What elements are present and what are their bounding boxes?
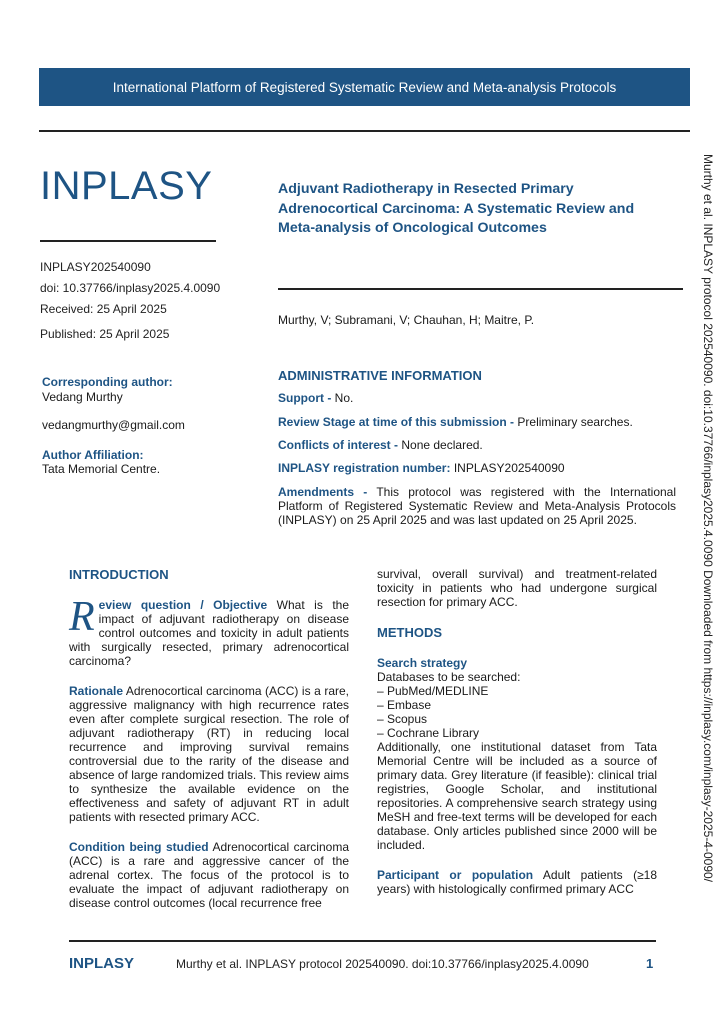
search-label: Search strategy: [377, 656, 468, 670]
participant-text: Adult patients (≥18 years) with histologically confirmed primary ACC: [377, 868, 658, 896]
amend-label: Amendments -: [278, 485, 368, 499]
article-title: Adjuvant Radiotherapy in Resected Primary Adrenocortical Carcinoma: A Systematic Review and Meta-analysis of Oncological Outcomes: [278, 181, 635, 236]
condition-continued: survival, overall survival) and treatment-related toxicity in patients who had undergone surgical resection for primary ACC.: [377, 567, 657, 609]
footer-citation: Murthy et al. INPLASY protocol 202540090. doi:10.37766/inplasy2025.4.0090: [176, 957, 589, 971]
doi: doi: 10.37766/inplasy2025.4.0090: [40, 281, 221, 295]
conflicts-row: [278, 438, 676, 452]
regnum-value: INPLASY202540090: [453, 461, 565, 475]
database-item: – Cochrane Library: [377, 726, 480, 740]
side-citation: Murthy et al. INPLASY protocol 202540090. doi:10.37766/inplasy2025.4.0090 Downloaded from https://inplasy.com/inplasy-2025-4-0090/: [701, 154, 715, 883]
intro-heading: INTRODUCTION: [69, 567, 169, 582]
corresponding-email: vedangmurthy@gmail.com: [42, 418, 185, 432]
page-number: 1: [646, 956, 654, 971]
rq-text: What is the impact of adjuvant radiotherapy on disease control outcomes and toxicity in adult patients with surgically resected, primary adrenocortical carcinoma?: [69, 598, 350, 668]
condition: [69, 840, 349, 910]
footer-logo: INPLASY: [69, 955, 135, 972]
participant-label: Participant or population: [377, 868, 534, 882]
title-divider: [278, 288, 683, 290]
methods-heading: METHODS: [377, 625, 442, 640]
support-row: [278, 391, 676, 405]
review-question: [69, 594, 350, 668]
database-item: – PubMed/MEDLINE: [377, 684, 489, 698]
search-text: Additionally, one institutional dataset from Tata Memorial Centre will be included as a source of primary data. Grey literature (if feasible): clinical trial registries, Google Scholar, and institutional repositories. A comprehensive search strategy using MeSH and free-text terms will be developed for each database. Only articles published since 2000 will be included.: [377, 740, 657, 852]
left-column: [69, 568, 349, 910]
drop-cap: R: [69, 594, 95, 640]
affiliation-label: Author Affiliation:: [42, 448, 144, 462]
conflicts-value: None declared.: [401, 438, 483, 452]
affiliation: Tata Memorial Centre.: [42, 462, 161, 476]
rationale: [69, 684, 349, 824]
rationale-label: Rationale: [69, 684, 124, 698]
amend-text: This protocol was registered with the International Platform of Registered Systematic Review and Meta-Analysis Protocols (INPLASY) on 25 April 2025 and was last updated on 25 April 2025.: [278, 485, 677, 527]
participants: [377, 868, 657, 896]
header-banner: International Platform of Registered Systematic Review and Meta-analysis Protocols: [39, 68, 690, 106]
received-date: Received: 25 April 2025: [40, 302, 167, 316]
stage-value: Preliminary searches.: [517, 415, 633, 429]
footer-divider: [69, 940, 656, 942]
published-date: Published: 25 April 2025: [40, 327, 170, 341]
rq-label: eview question / Objective: [98, 598, 268, 612]
db-intro: Databases to be searched:: [377, 670, 521, 684]
top-divider: [39, 130, 690, 132]
support-label: Support -: [278, 391, 332, 405]
corresponding-label: Corresponding author:: [42, 375, 173, 389]
journal-logo: INPLASY: [40, 164, 213, 208]
database-item: – Scopus: [377, 712, 428, 726]
database-item: – Embase: [377, 698, 432, 712]
condition-label: Condition being studied: [69, 840, 209, 854]
rationale-text: Adrenocortical carcinoma (ACC) is a rare, aggressive malignancy with high recurrence rates even after complete surgical resection. The role of adjuvant radiotherapy (RT) in reducing local recurrence and improving survival remains controversial due to the rarity of the disease and absence of large randomized trials. This review aims to synthesize the available evidence on the effectiveness and safety of adjuvant RT in adult patients with resected primary ACC.: [69, 684, 350, 824]
amendments: [278, 485, 676, 527]
admin-heading: ADMINISTRATIVE INFORMATION: [278, 368, 482, 383]
regnum-row: [278, 461, 676, 475]
condition-text: Adrenocortical carcinoma (ACC) is a rare and aggressive cancer of the adrenal cortex. The focus of the protocol is to evaluate the impact of adjuvant radiotherapy on disease control outcomes (local recurrence free: [69, 840, 349, 910]
stage-row: [278, 415, 676, 429]
registration-id: INPLASY202540090: [40, 260, 151, 274]
database-list: [377, 684, 657, 740]
brand-divider: [40, 240, 216, 242]
support-value: No.: [334, 391, 354, 405]
regnum-label: INPLASY registration number:: [278, 461, 451, 475]
corresponding-name: Vedang Murthy: [42, 390, 123, 404]
stage-label: Review Stage at time of this submission -: [278, 415, 515, 429]
conflicts-label: Conflicts of interest -: [278, 438, 399, 452]
author-list: Murthy, V; Subramani, V; Chauhan, H; Maitre, P.: [278, 313, 535, 327]
right-column: [377, 567, 657, 896]
